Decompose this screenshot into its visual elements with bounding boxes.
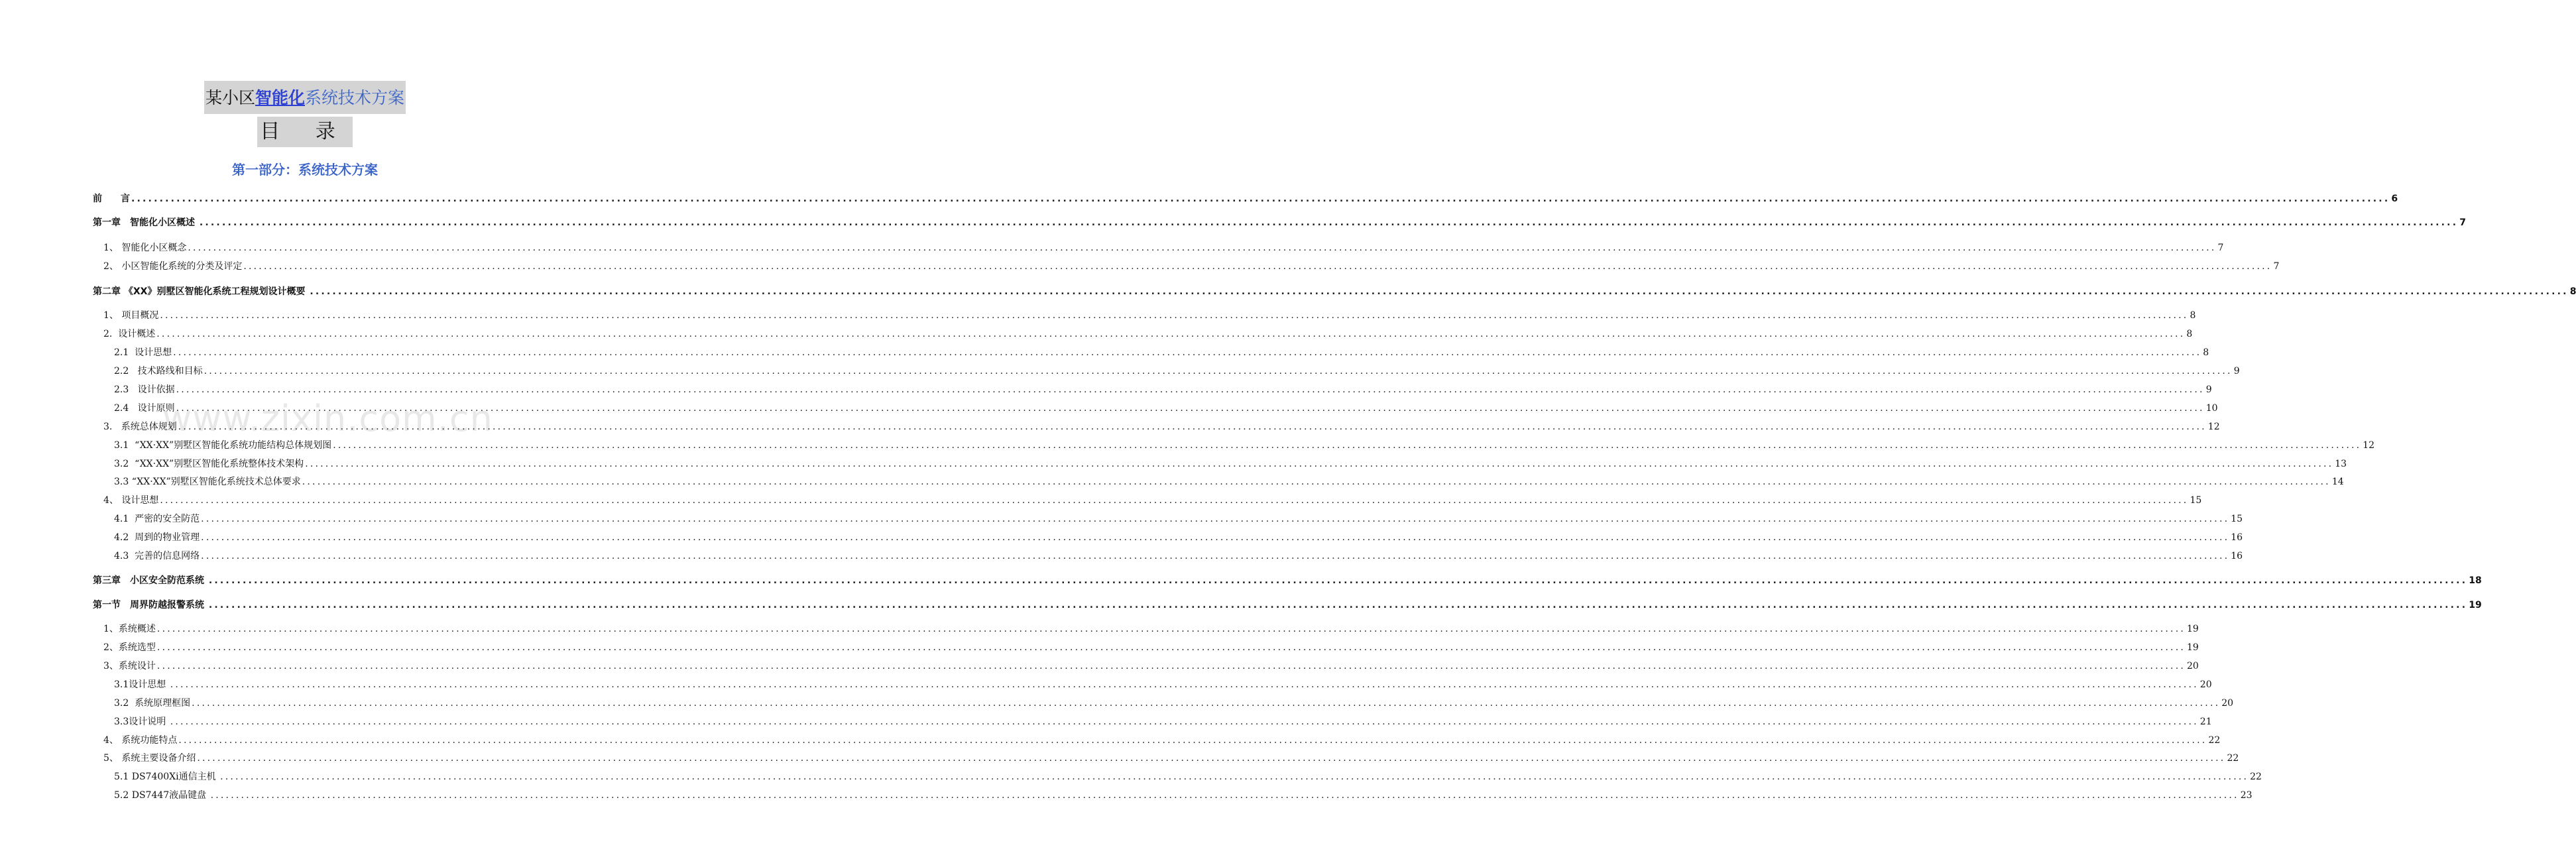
toc-entry[interactable] (114, 786, 2253, 802)
toc-page-number: 20 (2221, 698, 2234, 709)
toc-leader-dots: ................................................................................................................................................................................................................................................................................................................................................................................................................ (201, 551, 2230, 561)
toc-leader-dots: ................................................................................................................................................................................................................................................................................................................................................................................................................ (178, 422, 2207, 432)
toc-page-number: 22 (2250, 772, 2262, 782)
toc-entry[interactable] (103, 731, 2221, 747)
part-title: 第一部分：系统技术方案 (232, 162, 378, 178)
title-part3: 系统技术方案 (305, 88, 405, 107)
toc-entry-label: 2.3 设计依据 (114, 384, 175, 395)
toc-leader-dots: ................................................................................................................................................................................................................................................................................................................................................................................................................ (170, 679, 2199, 690)
toc-entry[interactable] (103, 306, 2196, 322)
toc-entry[interactable] (103, 239, 2224, 255)
toc-leader-dots: ................................................................................................................................................................................................................................................................................................................................................................................................................ (208, 575, 2468, 586)
toc-entry-label: 3.3设计说明 (114, 717, 169, 727)
toc-page-number: 14 (2331, 477, 2344, 487)
toc-entry[interactable] (114, 380, 2212, 396)
toc-entry[interactable] (103, 257, 2280, 273)
watermark: www.zixin.com.cn (162, 398, 493, 439)
toc-entry[interactable] (93, 571, 2482, 587)
toc-page-number: 8 (2569, 286, 2576, 297)
toc-entry[interactable] (114, 528, 2243, 544)
toc-heading (0, 117, 610, 147)
toc-leader-dots: ................................................................................................................................................................................................................................................................................................................................................................................................................ (220, 772, 2249, 782)
toc-entry[interactable] (114, 713, 2212, 728)
toc-entry[interactable] (114, 510, 2243, 526)
toc-page-number: 13 (2335, 459, 2347, 469)
toc-entry-label: 3.2 系统原理框图 (114, 698, 191, 709)
toc-entry-label: 5.2 DS7447液晶键盘 (114, 790, 209, 801)
toc-page-number: 12 (2363, 440, 2375, 451)
toc-page-number: 7 (2273, 261, 2280, 272)
toc-leader-dots: ................................................................................................................................................................................................................................................................................................................................................................................................................ (156, 661, 2186, 671)
toc-entry[interactable] (103, 638, 2199, 654)
toc-entry[interactable] (93, 190, 2398, 205)
toc-entry[interactable] (114, 547, 2243, 563)
toc-page-number: 9 (2205, 384, 2212, 395)
title-highlight (204, 81, 406, 114)
toc-entry-label: 3、系统设计 (103, 661, 156, 671)
toc-leader-dots: ................................................................................................................................................................................................................................................................................................................................................................................................................ (156, 329, 2186, 339)
toc-entry[interactable] (114, 399, 2218, 415)
toc-page-number: 20 (2199, 679, 2212, 690)
toc-entry[interactable] (93, 213, 2466, 229)
toc-entry-label: 3.2 “XX·XX”别墅区智能化系统整体技术架构 (114, 459, 304, 469)
toc-page-number: 21 (2199, 717, 2212, 727)
toc-entry[interactable] (114, 694, 2234, 710)
toc-leader-dots: ................................................................................................................................................................................................................................................................................................................................................................................................................ (178, 735, 2207, 746)
toc-page-number: 19 (2187, 624, 2199, 634)
title-part2-link[interactable]: 智能化 (255, 88, 305, 107)
toc-entry[interactable] (103, 749, 2239, 765)
toc-leader-dots: ................................................................................................................................................................................................................................................................................................................................................................................................................ (305, 459, 2334, 469)
toc-entry[interactable] (103, 491, 2202, 507)
toc-page-number: 22 (2208, 735, 2221, 746)
toc-entry-label: 4.3 完善的信息网络 (114, 551, 200, 561)
document-title (0, 81, 610, 114)
toc-leader-dots: ................................................................................................................................................................................................................................................................................................................................................................................................................ (210, 790, 2239, 801)
toc-entry-label: 第一章 智能化小区概述 (93, 217, 198, 228)
toc-entry[interactable] (114, 675, 2212, 691)
title-part1: 某小区 (205, 88, 255, 107)
toc-entry[interactable] (103, 620, 2199, 636)
toc-entry[interactable] (114, 362, 2240, 378)
toc-page-number: 7 (2217, 243, 2224, 253)
toc-heading-text: 目 录 (257, 117, 353, 147)
toc-page-number: 22 (2227, 753, 2239, 764)
toc-entry[interactable] (114, 473, 2344, 489)
toc-leader-dots: ................................................................................................................................................................................................................................................................................................................................................................................................................ (188, 243, 2217, 253)
toc-entry-label: 3.3 “XX·XX”别墅区智能化系统技术总体要求 (114, 477, 301, 487)
toc-entry-label: 1、 项目概况 (103, 310, 159, 321)
toc-entry[interactable] (114, 343, 2209, 359)
toc-entry-label: 2.2 技术路线和目标 (114, 366, 203, 376)
toc-leader-dots: ................................................................................................................................................................................................................................................................................................................................................................................................................ (201, 514, 2230, 524)
toc-entry-label: 2、 小区智能化系统的分类及评定 (103, 261, 243, 272)
toc-page-number: 15 (2190, 495, 2202, 506)
toc-page-number: 10 (2205, 403, 2218, 414)
toc-leader-dots: ................................................................................................................................................................................................................................................................................................................................................................................................................ (310, 286, 2569, 297)
toc-entry-label: 第二章 《XX》别墅区智能化系统工程规划设计概要 (93, 286, 309, 297)
toc-page-number: 8 (2186, 329, 2193, 339)
toc-page-number: 19 (2469, 600, 2482, 610)
toc-page-number: 19 (2187, 642, 2199, 653)
toc-entry-label: 3.1设计思想 (114, 679, 169, 690)
toc-entry-label: 3.1 “XX·XX”别墅区智能化系统功能结构总体规划图 (114, 440, 332, 451)
toc-page-number: 18 (2469, 575, 2482, 586)
toc-entry-label: 5.1 DS7400Xi通信主机 (114, 772, 219, 782)
toc-entry-label: 4、 设计思想 (103, 495, 159, 506)
toc-entry[interactable] (114, 455, 2347, 471)
toc-leader-dots: ................................................................................................................................................................................................................................................................................................................................................................................................................ (302, 477, 2331, 487)
toc-entry-label: 第三章 小区安全防范系统 (93, 575, 207, 586)
toc-leader-dots: ................................................................................................................................................................................................................................................................................................................................................................................................................ (170, 717, 2199, 727)
toc-leader-dots: ................................................................................................................................................................................................................................................................................................................................................................................................................ (201, 532, 2230, 543)
toc-page-number: 12 (2207, 422, 2220, 432)
toc-entry[interactable] (93, 282, 2576, 298)
toc-leader-dots: ................................................................................................................................................................................................................................................................................................................................................................................................................ (173, 347, 2202, 358)
toc-entry[interactable] (93, 596, 2482, 612)
toc-entry-label: 前 言 (93, 194, 130, 204)
toc-entry-label: 5、 系统主要设备介绍 (103, 753, 196, 764)
toc-page-number: 20 (2187, 661, 2199, 671)
toc-leader-dots: ................................................................................................................................................................................................................................................................................................................................................................................................................ (160, 495, 2189, 506)
toc-leader-dots: ................................................................................................................................................................................................................................................................................................................................................................................................................ (176, 403, 2205, 414)
toc-entry-label: 1、系统概述 (103, 624, 156, 634)
toc-leader-dots: ................................................................................................................................................................................................................................................................................................................................................................................................................ (197, 753, 2226, 764)
toc-page-number: 7 (2459, 217, 2466, 228)
toc-leader-dots: ................................................................................................................................................................................................................................................................................................................................................................................................................ (192, 698, 2221, 709)
toc-entry[interactable] (114, 768, 2262, 783)
toc-entry[interactable] (114, 436, 2375, 452)
toc-entry-label: 4、 系统功能特点 (103, 735, 178, 746)
toc-entry[interactable] (103, 325, 2193, 341)
toc-page-number: 23 (2240, 790, 2253, 801)
toc-entry-label: 第一节 周界防越报警系统 (93, 600, 207, 610)
toc-page-number: 16 (2231, 532, 2243, 543)
toc-leader-dots: ................................................................................................................................................................................................................................................................................................................................................................................................................ (243, 261, 2272, 272)
toc-leader-dots: ................................................................................................................................................................................................................................................................................................................................................................................................................ (156, 624, 2186, 634)
toc-entry-label: 2、系统选型 (103, 642, 156, 653)
toc-page-number: 6 (2391, 194, 2398, 204)
toc-entry-label: 2.1 设计思想 (114, 347, 172, 358)
toc-leader-dots: ................................................................................................................................................................................................................................................................................................................................................................................................................ (199, 217, 2459, 228)
toc-entry-label: 4.2 周到的物业管理 (114, 532, 200, 543)
toc-entry[interactable] (103, 418, 2220, 433)
toc-leader-dots: ................................................................................................................................................................................................................................................................................................................................................................................................................ (131, 194, 2390, 204)
toc-leader-dots: ................................................................................................................................................................................................................................................................................................................................................................................................................ (204, 366, 2233, 376)
toc-entry[interactable] (103, 657, 2199, 673)
toc-entry-label: 2. 设计概述 (103, 329, 156, 339)
toc-page-number: 8 (2203, 347, 2209, 358)
toc-leader-dots: ................................................................................................................................................................................................................................................................................................................................................................................................................ (176, 384, 2205, 395)
toc-leader-dots: ................................................................................................................................................................................................................................................................................................................................................................................................................ (208, 600, 2468, 610)
toc-page-number: 8 (2190, 310, 2196, 321)
toc-leader-dots: ................................................................................................................................................................................................................................................................................................................................................................................................................ (156, 642, 2186, 653)
toc-page-number: 15 (2231, 514, 2243, 524)
toc-entry-label: 3. 系统总体规划 (103, 422, 177, 432)
toc-page-number: 16 (2231, 551, 2243, 561)
toc-leader-dots: ................................................................................................................................................................................................................................................................................................................................................................................................................ (333, 440, 2362, 451)
toc-leader-dots: ................................................................................................................................................................................................................................................................................................................................................................................................................ (160, 310, 2189, 321)
toc-entry-label: 4.1 严密的安全防范 (114, 514, 200, 524)
toc-page-number: 9 (2233, 366, 2240, 376)
toc-entry-label: 1、 智能化小区概念 (103, 243, 187, 253)
toc-entry-label: 2.4 设计原则 (114, 403, 175, 414)
